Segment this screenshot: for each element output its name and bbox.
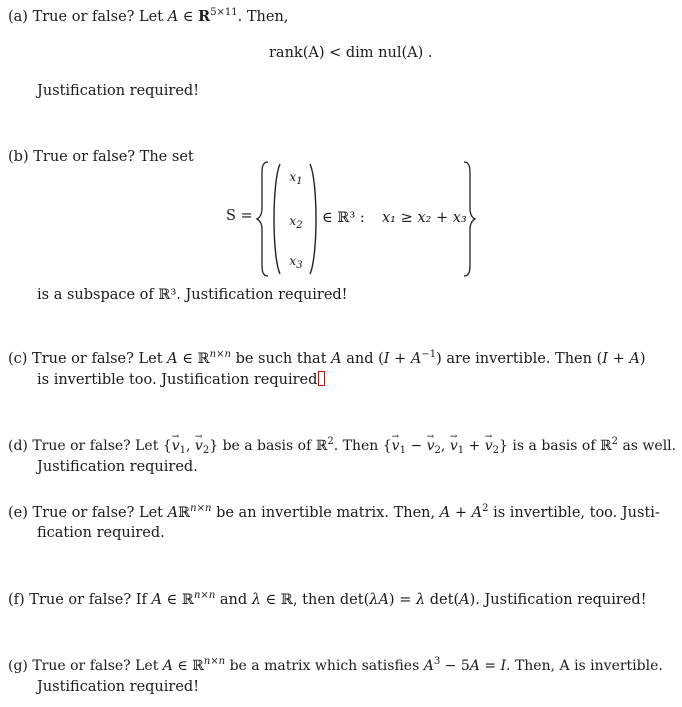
formula-left: rank(A) — [269, 45, 325, 61]
problem-c-line2: is invertible too. Justification required — [37, 371, 325, 389]
formula-op: < — [329, 45, 342, 61]
problem-c-label: (c) — [8, 351, 28, 367]
set-builder-expression — [222, 160, 482, 278]
problem-e-label: (e) — [8, 505, 28, 521]
problem-g-label: (g) — [8, 658, 28, 674]
problem-c-line1: (c) True or false? Let A ∈ ℝ$^{n\times n}$ be such that A and $(I + A^{-1})$ are invertible. Then (I + A) — [8, 349, 646, 367]
component-3: $x_3$ — [289, 254, 303, 271]
right-paren-icon — [308, 162, 320, 276]
problem-e-line2: fication required. — [37, 525, 165, 541]
problem-a-dimension: 5×11 — [210, 7, 238, 18]
problem-a-intro: True or false? Let — [32, 9, 164, 25]
left-brace-icon — [256, 160, 270, 278]
problem-b-intro: True or false? The set — [33, 149, 194, 165]
right-brace-icon — [462, 160, 476, 278]
problem-b-conclusion: is a subspace of ℝ³. Justification required! — [37, 287, 348, 303]
problem-f-line: (f) True or false? If A ∈ ℝ$^{n\times n}$ and λ ∈ ℝ, then det(λA) = λ det(A). Justification required! — [8, 590, 647, 608]
vector-components — [284, 170, 308, 271]
problem-b-label: (b) — [8, 149, 29, 165]
problem-d-line2: Justification required. — [37, 459, 198, 475]
problem-d-line1: (d) True or false? Let {→ $v_1$, → $v_2$} be a basis of ℝ$^2$. Then {→ $v_1$ − → $v_2$, → $v_1$ + → $v_2$} is a basis of ℝ$^2$ as well. — [8, 437, 676, 455]
component-1: $x_1$ — [289, 170, 303, 187]
left-paren-icon — [270, 162, 282, 276]
problem-g-line2: Justification required! — [37, 679, 200, 695]
problem-g-line1: (g) True or false? Let A ∈ ℝ$^{n\times n}$ be a matrix which satisfies $A^3 - 5A = I$. Then, A is invertible. — [8, 656, 663, 674]
set-condition: x₁ ≥ x₂ + x₃ — [382, 210, 467, 226]
set-membership: ∈ ℝ³ : — [322, 210, 365, 226]
problem-a-formula — [269, 45, 432, 61]
problem-a-label: (a) — [8, 9, 28, 25]
problem-f-label: (f) — [8, 592, 25, 608]
problem-a-statement: (a) True or false? Let A ∈ $R^{5\times 11}$. Then, — [8, 7, 289, 25]
problem-a-justification: Justification required! — [37, 83, 200, 99]
text-cursor-icon[interactable] — [318, 371, 325, 386]
problem-e-line1: (e) True or false? Let Aℝ$^{n\times n}$ be an invertible matrix. Then, $A + A^2$ is invertible, too. Justi- — [8, 503, 660, 521]
component-2: $x_2$ — [289, 214, 303, 231]
problem-b-statement — [8, 148, 194, 166]
formula-right: dim nul(A) . — [345, 45, 433, 61]
problem-d-label: (d) — [8, 438, 28, 454]
set-name: S = — [226, 208, 253, 224]
